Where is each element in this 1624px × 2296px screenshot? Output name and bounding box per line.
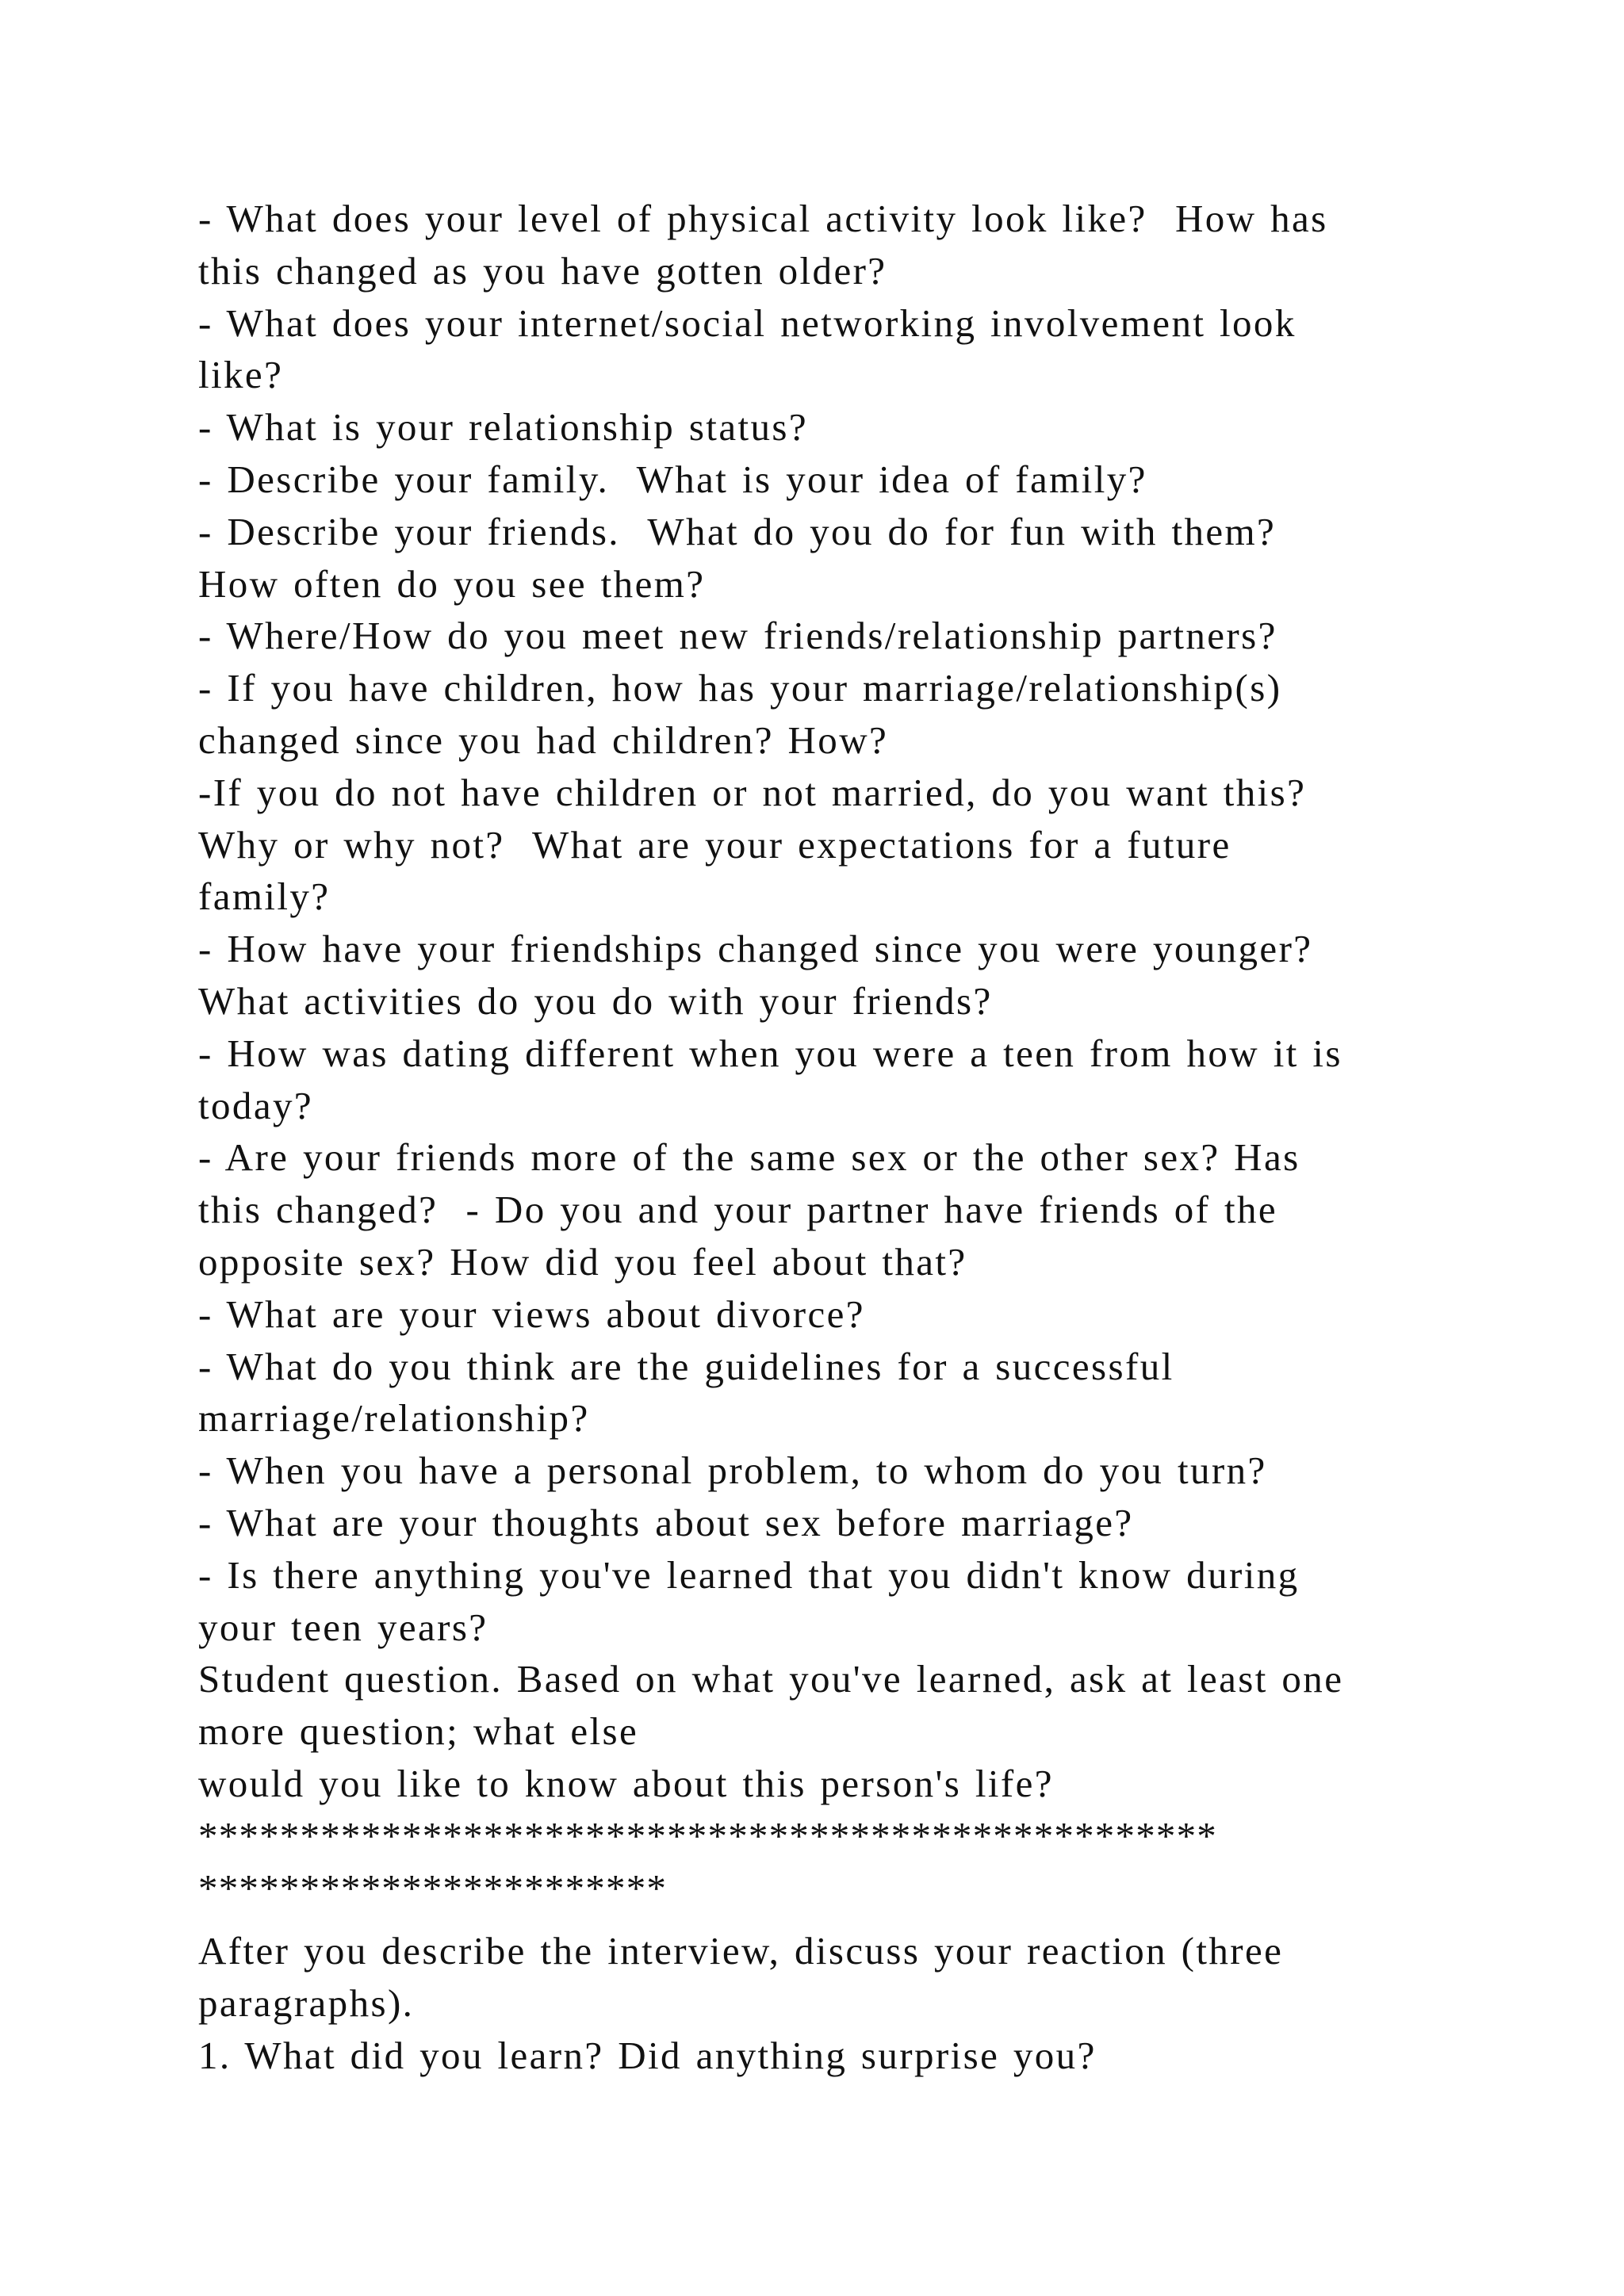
text-line: Student question. Based on what you've learned, ask at least one xyxy=(198,1657,1344,1701)
text-line: - Are your friends more of the same sex or the other sex? Has xyxy=(198,1135,1300,1180)
text-line: - Is there anything you've learned that you didn't know during xyxy=(198,1552,1300,1597)
text-line: - What is your relationship status? xyxy=(198,405,808,450)
spacer xyxy=(198,1914,1515,1925)
text-line: this changed as you have gotten older? xyxy=(198,248,887,293)
text-line: - How have your friendships changed since you were younger? xyxy=(198,927,1313,971)
text-line: How often do you see them? xyxy=(198,561,706,606)
text-line: like? xyxy=(198,353,284,397)
text-line: - What are your views about divorce? xyxy=(198,1292,865,1336)
reaction-line: paragraphs). xyxy=(198,1981,415,2026)
reaction-line: 1. What did you learn? Did anything surprise you? xyxy=(198,2033,1097,2077)
text-line: -If you do not have children or not married, do you want this? xyxy=(198,770,1307,814)
text-line: - What do you think are the guidelines for a successful xyxy=(198,1344,1174,1388)
text-line: would you like to know about this person's life? xyxy=(198,1761,1054,1805)
text-line: your teen years? xyxy=(198,1605,488,1649)
text-line: - Describe your family. What is your idea of family? xyxy=(198,457,1147,501)
text-line: What activities do you do with your friends? xyxy=(198,978,993,1023)
text-line: Why or why not? What are your expectations for a future xyxy=(198,822,1231,867)
text-line: marriage/relationship? xyxy=(198,1396,590,1441)
text-line: changed since you had children? How? xyxy=(198,718,889,762)
document-body xyxy=(198,193,1515,2082)
text-line: - What does your internet/social networking involvement look xyxy=(198,300,1297,345)
reaction-line: After you describe the interview, discuss your reaction (three xyxy=(198,1929,1284,1973)
separator-line: ************************************************** xyxy=(198,1813,1217,1858)
text-line: - If you have children, how has your marriage/relationship(s) xyxy=(198,666,1282,710)
text-line: today? xyxy=(198,1083,314,1127)
text-line: - What are your thoughts about sex before marriage? xyxy=(198,1500,1134,1544)
text-line: opposite sex? How did you feel about that? xyxy=(198,1239,967,1284)
text-line: - When you have a personal problem, to whom do you turn? xyxy=(198,1448,1267,1493)
text-line: - How was dating different when you were a teen from how it is xyxy=(198,1031,1342,1075)
text-line: more question; what else xyxy=(198,1709,639,1754)
text-line: - Describe your friends. What do you do for fun with them? xyxy=(198,509,1277,553)
text-line: - Where/How do you meet new friends/relationship partners? xyxy=(198,614,1277,658)
text-line: this changed? - Do you and your partner have friends of the xyxy=(198,1188,1278,1232)
text-line: family? xyxy=(198,874,331,919)
separator-line: *********************** xyxy=(198,1866,668,1910)
text-line: - What does your level of physical activity look like? How has xyxy=(198,197,1328,240)
